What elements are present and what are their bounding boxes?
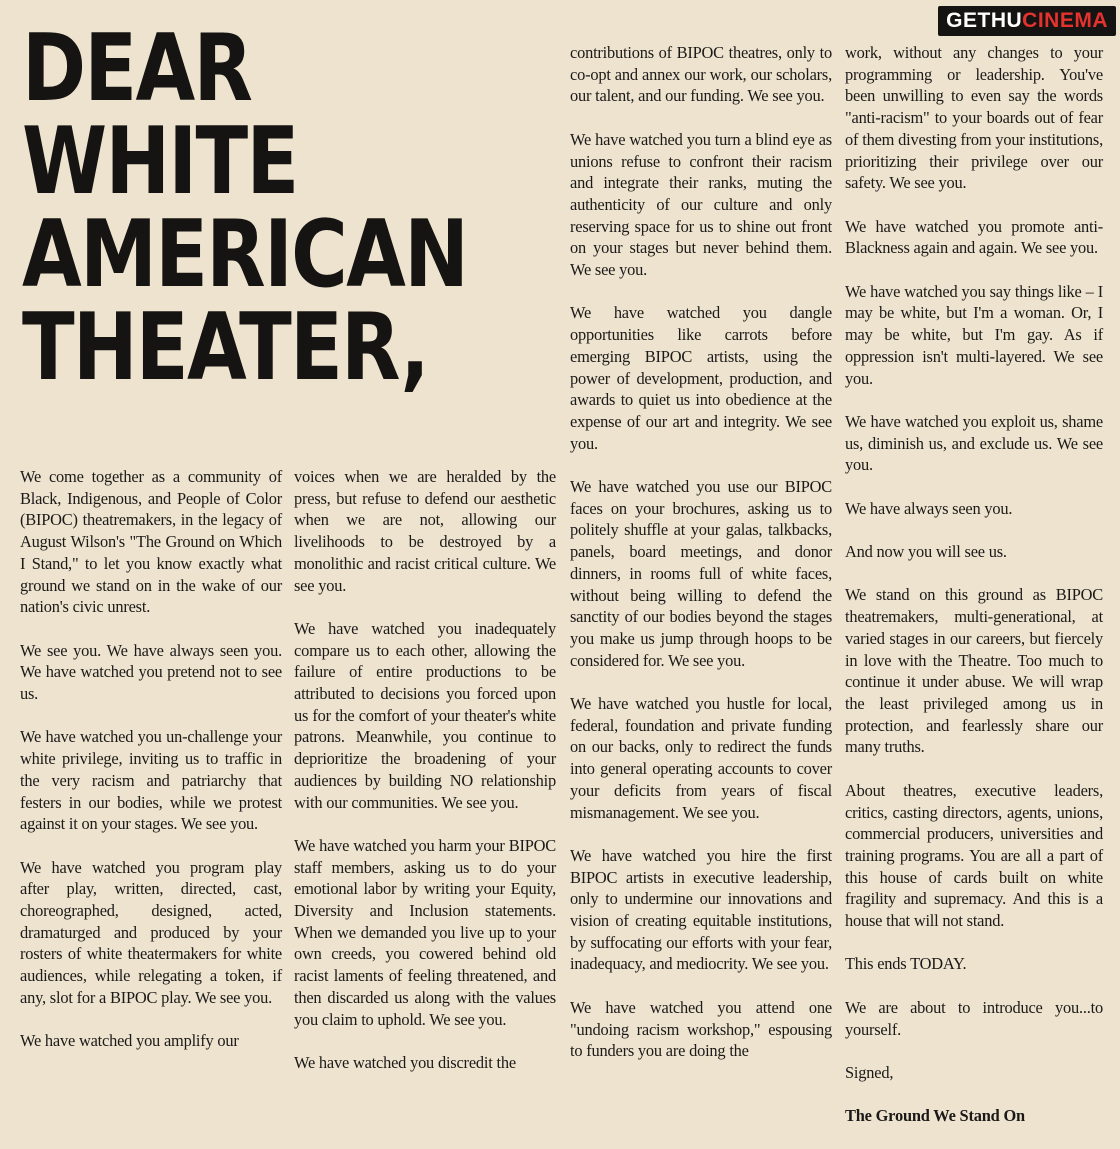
paragraph: work, without any changes to your programming or leadership. You've been unwilling to even say the words "anti-racism" to your boards out of fear of them divesting from your institutions, prioritizing their privilege over our safety. We see you. bbox=[845, 43, 1103, 193]
paragraph: We have watched you attend one "undoing racism workshop," espousing to funders you are doing the bbox=[570, 997, 832, 1061]
paragraph: About theatres, executive leaders, critics, casting directors, agents, unions, commercial producers, universities and training programs. You are all a part of this house of cards built on white fragility and supremacy. And this is a house that will not stand. bbox=[845, 780, 1103, 931]
paragraph: We have watched you harm your BIPOC staff members, asking us to do your emotional labor by writing your Equity, Diversity and Inclusion statements. When we demanded you live up to your own creeds, you cowered behind old racist laments of feeling threatened, and then discarded us along with the values you claim to uphold. We see you. bbox=[294, 835, 556, 1029]
text-column-2 bbox=[294, 466, 556, 1095]
paragraph: We stand on this ground as BIPOC theatremakers, multi-generational, at varied stages in our careers, but fiercely in love with the Theatre. Too much to continue it under abuse. We will wrap the least privileged among us in protection, and fearlessly share our many truths. bbox=[845, 585, 1103, 757]
paragraph: We have watched you use our BIPOC faces on your brochures, asking us to politely shuffle at your galas, talkbacks, panels, board meetings, and donor dinners, in rooms full of white faces, without being willing to defend the sanctity of our bodies beyond the stages you make us jump through hoops to be considered for. We see you. bbox=[570, 477, 832, 670]
paragraph: We have watched you discredit the bbox=[294, 1052, 516, 1072]
paragraph: contributions of BIPOC theatres, only to co-opt and annex our work, our scholars, our talent, and our funding. We see you. bbox=[570, 43, 832, 106]
paragraph: And now you will see us. bbox=[845, 542, 1007, 562]
paragraph: We have watched you program play after play, written, directed, cast, choreographed, designed, acted, dramaturged and produced by your rosters of white theatermakers for white audiences, while relegating a token, if any, slot for a BIPOC play. We see you. bbox=[20, 857, 282, 1007]
paragraph: We see you. We have always seen you. We have watched you pretend not to see us. bbox=[20, 640, 282, 704]
headline-line: THEATER, bbox=[22, 293, 429, 401]
paragraph: We have watched you hire the first BIPOC artists in executive leadership, only to undermine our innovations and vision of creating equitable institutions, by suffocating our efforts with your fear, inadequacy, and mediocrity. We see you. bbox=[570, 845, 832, 974]
headline-line: WHITE bbox=[22, 107, 298, 215]
text-column-3 bbox=[570, 42, 832, 1084]
paragraph: We have always seen you. bbox=[845, 498, 1013, 518]
watermark-part: CINEMA bbox=[1022, 9, 1108, 32]
headline bbox=[22, 14, 468, 401]
paragraph: Signed, bbox=[845, 1062, 894, 1082]
text-column-1 bbox=[20, 466, 282, 1074]
paragraph: We have watched you hustle for local, federal, foundation and private funding on our backs, only to redirect the funds into general operating accounts to cover your deficits from years of fiscal mismanagement. We see you. bbox=[570, 694, 832, 822]
paragraph: We have watched you amplify our bbox=[20, 1031, 239, 1051]
paragraph: voices when we are heralded by the press, but refuse to defend our aesthetic when we are not, allowing our livelihoods to be destroyed by a monolithic and racist critical culture. We see you. bbox=[294, 467, 556, 595]
paragraph: We are about to introduce you...to yourself. bbox=[845, 997, 1103, 1039]
paragraph: We have watched you promote anti-Blackness again and again. We see you. bbox=[845, 216, 1103, 258]
paragraph: We have watched you say things like – I may be white, but I'm a woman. Or, I may be white, but I'm gay. As if oppression isn't multi-layered. We see you. bbox=[845, 281, 1103, 388]
paragraph: We have watched you inadequately compare us to each other, allowing the failure of entire productions to be attributed to decisions you forced upon us for the comfort of your theater's white patrons. Meanwhile, you continue to deprioritize the broadening of your audiences by building NO relationship with our communities. We see you. bbox=[294, 618, 556, 812]
paragraph: We come together as a community of Black, Indigenous, and People of Color (BIPOC) theatremakers, in the legacy of August Wilson's "The Ground on Which I Stand," to let you know exactly what ground we stand on in the wake of our nation's civic unrest. bbox=[20, 467, 282, 617]
paragraph: We have watched you turn a blind eye as unions refuse to confront their racism and integrate their ranks, muting the authenticity of our culture and only reserving space for us to shine out front on your stages but never behind them. We see you. bbox=[570, 129, 832, 280]
headline-line: DEAR bbox=[22, 14, 252, 122]
watermark-logo bbox=[938, 6, 1116, 36]
paragraph: We have watched you dangle opportunities like carrots before emerging BIPOC artists, using the power of development, production, and awards to quiet us into obedience at the expense of our art and integrity. We see you. bbox=[570, 303, 832, 453]
paragraph: This ends TODAY. bbox=[845, 954, 967, 974]
watermark-part: GETHU bbox=[946, 9, 1023, 32]
paragraph: We have watched you exploit us, shame us, diminish us, and exclude us. We see you. bbox=[845, 411, 1103, 475]
headline-line: AMERICAN bbox=[22, 200, 468, 308]
signature: The Ground We Stand On bbox=[845, 1106, 1025, 1126]
paragraph: We have watched you un-challenge your white privilege, inviting us to traffic in the very racism and patriarchy that festers in our bodies, while we protest against it on your stages. We see you. bbox=[20, 727, 282, 834]
text-column-4 bbox=[845, 42, 1103, 1149]
